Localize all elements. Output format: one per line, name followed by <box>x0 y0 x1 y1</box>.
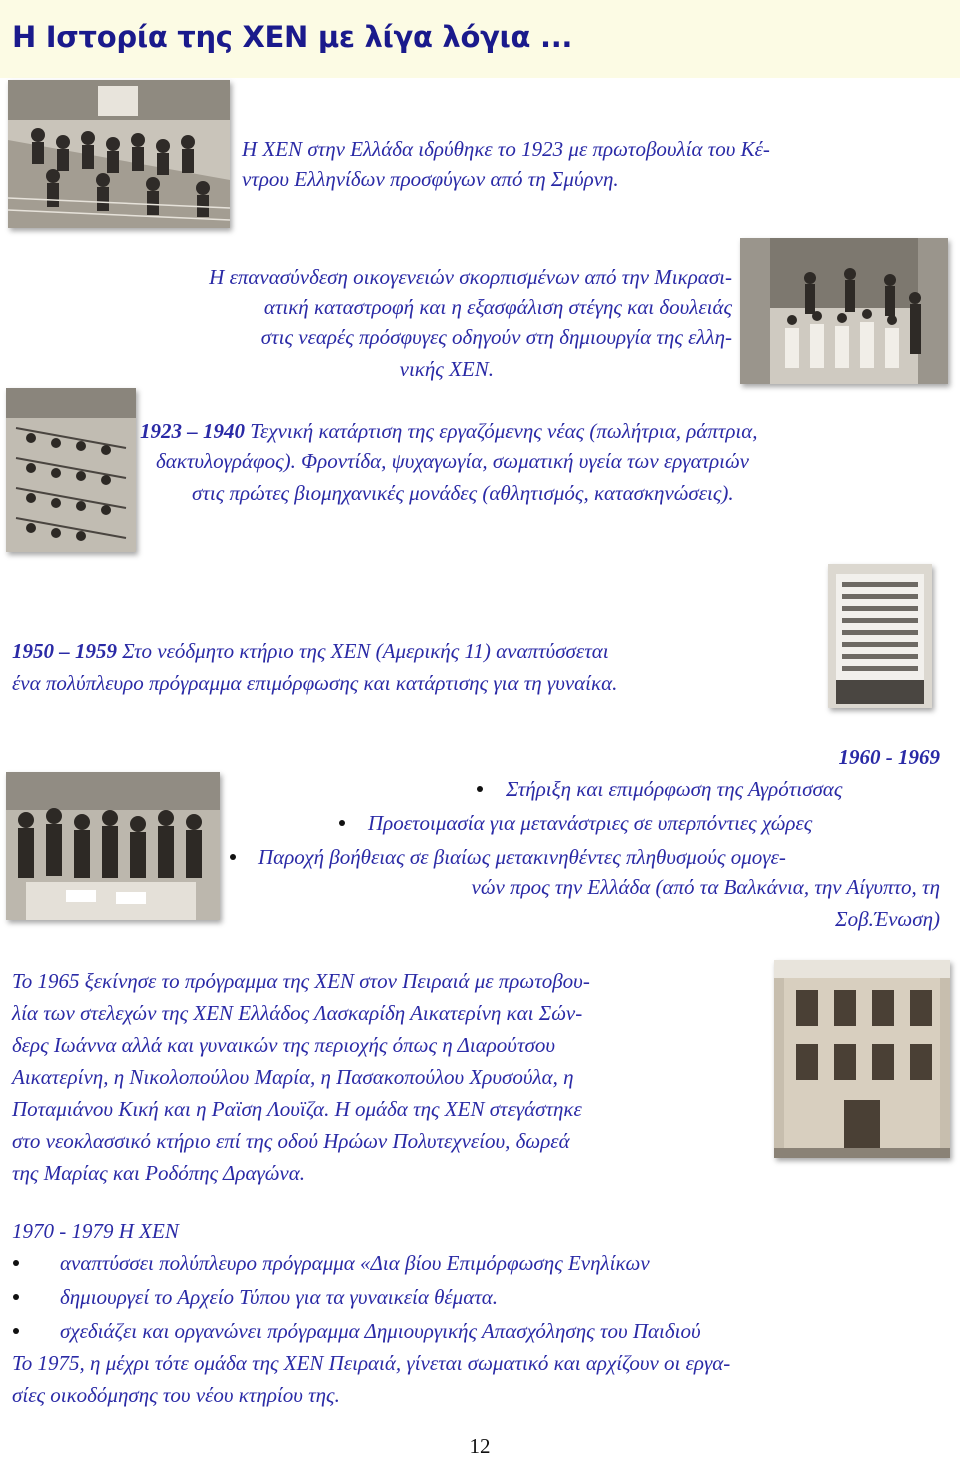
p7-heading: 1970 - 1979 Η ΧΕΝ <box>12 1219 179 1243</box>
p1-line2: ντρου Ελληνίδων προσφύγων από τη Σμύρνη. <box>242 167 619 191</box>
p6-line3: δερς Ιωάννα αλλά και γυναικών της περιοχής όπως η Διαρούτσου <box>12 1033 555 1057</box>
bullet-dot-1970-3 <box>13 1328 19 1334</box>
bullet-dot-1960-3 <box>230 854 236 860</box>
photo-building-steps-group <box>740 238 948 384</box>
p2-line2: ατική καταστροφή και η εξασφάλιση στέγης και δουλειάς <box>263 295 732 319</box>
p5-years: 1960 - 1969 <box>838 745 940 769</box>
p3-line2: δακτυλογράφος). Φροντίδα, ψυχαγωγία, σωματική υγεία των εργατριών <box>156 449 749 473</box>
p5-bullet3-line2: νών προς την Ελλάδα (από τα Βαλκάνια, την Αίγυπτο, τη <box>471 875 940 899</box>
page-title: Η Ιστορία της ΧΕΝ με λίγα λόγια ... <box>12 20 573 54</box>
p5-bullet3-line1: Παροχή βοήθειας σε βιαίως μετακινηθέντες πληθυσμούς ομογε- <box>258 845 786 869</box>
p2-line4: νικής ΧΕΝ. <box>399 357 494 381</box>
p1-line1: Η ΧΕΝ στην Ελλάδα ιδρύθηκε το 1923 με πρωτοβουλία του Κέ- <box>242 137 770 161</box>
p3-years: 1923 – 1940 <box>140 419 245 443</box>
p5-bullet1: Στήριξη και επιμόρφωση της Αγρότισσας <box>506 777 843 801</box>
p7-bullet3: σχεδιάζει και οργανώνει πρόγραμμα Δημιουργικής Απασχόλησης του Παιδιού <box>60 1319 701 1343</box>
p6-line7: της Μαρίας και Ροδόπης Δραγώνα. <box>12 1161 305 1185</box>
p5-bullet3-line3: Σοβ.Ένωση) <box>835 907 940 931</box>
p7-line2: σίες οικοδόμησης του νέου κτηρίου της. <box>12 1383 340 1407</box>
p6-line4: Αικατερίνη, η Νικολοπούλου Μαρία, η Πασακοπούλου Χρυσούλα, η <box>12 1065 574 1089</box>
bullet-dot-1960-2 <box>339 820 345 826</box>
p4-years: 1950 – 1959 <box>12 639 117 663</box>
bullet-dot-1970-2 <box>13 1294 19 1300</box>
p5-bullet2: Προετοιμασία για μετανάστριες σε υπερπόντιες χώρες <box>368 811 813 835</box>
bullet-dot-1960-1 <box>477 786 483 792</box>
photo-neoclassical-building <box>774 960 950 1158</box>
p6-line1: Το 1965 ξεκίνησε το πρόγραμμα της ΧΕΝ στον Πειραιά με πρωτοβου- <box>12 969 590 993</box>
photo-modern-building <box>828 564 932 708</box>
p2-line1: Η επανασύνδεση οικογενειών σκορπισμένων από την Μικρασι- <box>209 265 732 289</box>
page-number: 12 <box>469 1434 491 1458</box>
p6-line5: Ποταμιάνου Κική και η Ραϊση Λουϊζα. Η ομάδα της ΧΕΝ στεγάστηκε <box>12 1097 582 1121</box>
p4-line1-text: Στο νεόδμητο κτήριο της ΧΕΝ (Αμερικής 11) αναπτύσσεται <box>122 639 609 663</box>
photo-classroom <box>6 388 136 552</box>
photo-stairs-group <box>8 80 230 228</box>
p4-line2: ένα πολύπλευρο πρόγραμμα επιμόρφωσης και κατάρτισης για τη γυναίκα. <box>12 671 618 695</box>
p3-line3: στις πρώτες βιομηχανικές μονάδες (αθλητισμός, κατασκηνώσεις). <box>192 481 734 505</box>
p3-line1 <box>140 416 758 446</box>
p7-bullet2: δημιουργεί το Αρχείο Τύπου για τα γυναικεία θέματα. <box>60 1285 499 1309</box>
p6-line6: στο νεοκλασσικό κτήριο επί της οδού Ηρώων Πολυτεχνείου, δωρεά <box>12 1129 570 1153</box>
bullet-dot-1970-1 <box>13 1260 19 1266</box>
p7-bullet1: αναπτύσσει πολύπλευρο πρόγραμμα «Δια βίου Επιμόρφωσης Ενηλίκων <box>60 1251 650 1275</box>
title-band <box>0 0 960 78</box>
p3-line1-text: Τεχνική κατάρτιση της εργαζόμενης νέας (πωλήτρια, ράπτρια, <box>250 419 758 443</box>
p6-line2: λία των στελεχών της ΧΕΝ Ελλάδος Λασκαρίδη Αικατερίνη και Σών- <box>12 1001 583 1025</box>
photo-women-gathering <box>6 772 220 920</box>
p2-line3: στις νεαρές πρόσφυγες οδηγούν στη δημιουργία της ελλη- <box>260 325 732 349</box>
p7-line1: Το 1975, η μέχρι τότε ομάδα της ΧΕΝ Πειραιά, γίνεται σωματικό και αρχίζουν οι εργα- <box>12 1351 731 1375</box>
p4-line1 <box>12 636 609 666</box>
